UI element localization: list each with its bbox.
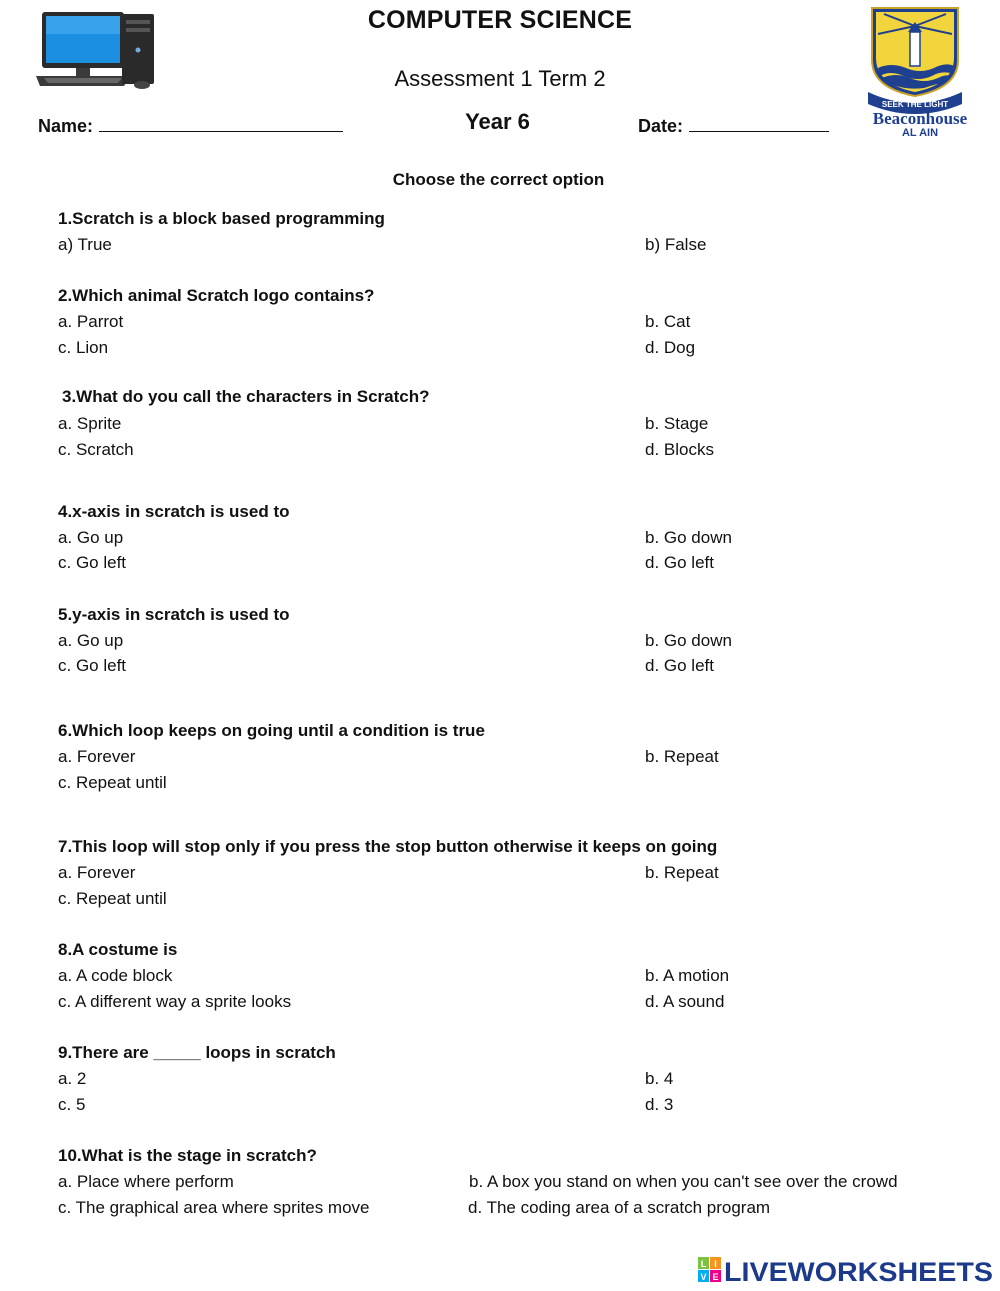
question-5: 5.y-axis in scratch is used to [58,605,290,624]
q3-option-b[interactable]: b. Stage [645,414,709,433]
question-4: 4.x-axis in scratch is used to [58,502,290,521]
q10-option-d[interactable]: d. The coding area of a scratch program [468,1198,771,1217]
q6-option-c[interactable]: c. Repeat until [58,773,167,792]
year-label: Year 6 [465,109,530,134]
logo-letter-i: I [714,1259,717,1269]
q5-option-a[interactable]: a. Go up [58,631,124,650]
q3-option-c[interactable]: c. Scratch [58,440,134,459]
question-10: 10.What is the stage in scratch? [58,1146,317,1165]
q4-option-c[interactable]: c. Go left [58,553,127,572]
crest-tagline: SEEK THE LIGHT [881,100,949,109]
crest-campus: AL AIN [901,127,939,138]
q10-option-b[interactable]: b. A box you stand on when you can't see over the crowd [469,1172,898,1191]
question-6: 6.Which loop keeps on going until a condition is true [58,721,485,740]
q6-option-b[interactable]: b. Repeat [645,747,719,766]
q9-option-b[interactable]: b. 4 [645,1069,674,1088]
logo-letter-v: V [700,1272,707,1282]
liveworksheets-brand: LIVEWORKSHEETS [724,1257,993,1286]
date-field[interactable] [638,115,829,137]
name-field[interactable] [38,115,343,137]
instruction-text: Choose the correct option [392,170,605,189]
logo-letter-l: L [700,1259,707,1269]
q7-option-a[interactable]: a. Forever [58,863,136,882]
liveworksheets-logo [697,1254,995,1286]
q2-option-b[interactable]: b. Cat [645,312,691,331]
q9-option-a[interactable]: a. 2 [58,1069,87,1088]
question-3: 3.What do you call the characters in Scratch? [62,387,430,406]
q9-option-c[interactable]: c. 5 [58,1095,86,1114]
q9-option-d[interactable]: d. 3 [645,1095,674,1114]
q2-option-d[interactable]: d. Dog [645,338,696,357]
question-8: 8.A costume is [58,940,178,959]
q4-option-d[interactable]: d. Go left [645,553,714,572]
question-9: 9.There are _____ loops in scratch [58,1043,336,1062]
question-7: 7.This loop will stop only if you press the stop button otherwise it keeps on going [58,837,718,856]
q8-option-b[interactable]: b. A motion [645,966,730,985]
q5-option-b[interactable]: b. Go down [645,631,732,650]
q1-option-a[interactable]: a) True [58,235,112,254]
date-label: Date: [638,116,684,136]
q5-option-c[interactable]: c. Go left [58,656,127,675]
q5-option-d[interactable]: d. Go left [645,656,714,675]
date-blank-line [689,115,829,132]
q3-option-a[interactable]: a. Sprite [58,414,122,433]
school-crest-logo [862,4,978,138]
q10-option-a[interactable]: a. Place where perform [58,1172,234,1191]
page-title: COMPUTER SCIENCE [367,6,633,34]
q7-option-c[interactable]: c. Repeat until [58,889,167,908]
question-1: 1.Scratch is a block based programming [58,209,385,228]
q1-option-b[interactable]: b) False [645,235,707,254]
q8-option-c[interactable]: c. A different way a sprite looks [58,992,292,1011]
q3-option-d[interactable]: d. Blocks [645,440,714,459]
q4-option-a[interactable]: a. Go up [58,528,124,547]
q8-option-d[interactable]: d. A sound [645,992,725,1011]
assessment-subtitle: Assessment 1 Term 2 [394,66,606,91]
q2-option-a[interactable]: a. Parrot [58,312,124,331]
name-blank-line [99,115,343,132]
question-2: 2.Which animal Scratch logo contains? [58,286,375,305]
q8-option-a[interactable]: a. A code block [58,966,173,985]
q7-option-b[interactable]: b. Repeat [645,863,719,882]
crest-school-name: Beaconhouse [872,109,968,128]
q4-option-b[interactable]: b. Go down [645,528,732,547]
q6-option-a[interactable]: a. Forever [58,747,136,766]
logo-letter-e: E [712,1272,719,1282]
q2-option-c[interactable]: c. Lion [58,338,109,357]
q10-option-c[interactable]: c. The graphical area where sprites move [58,1198,370,1217]
name-label: Name: [38,116,94,136]
